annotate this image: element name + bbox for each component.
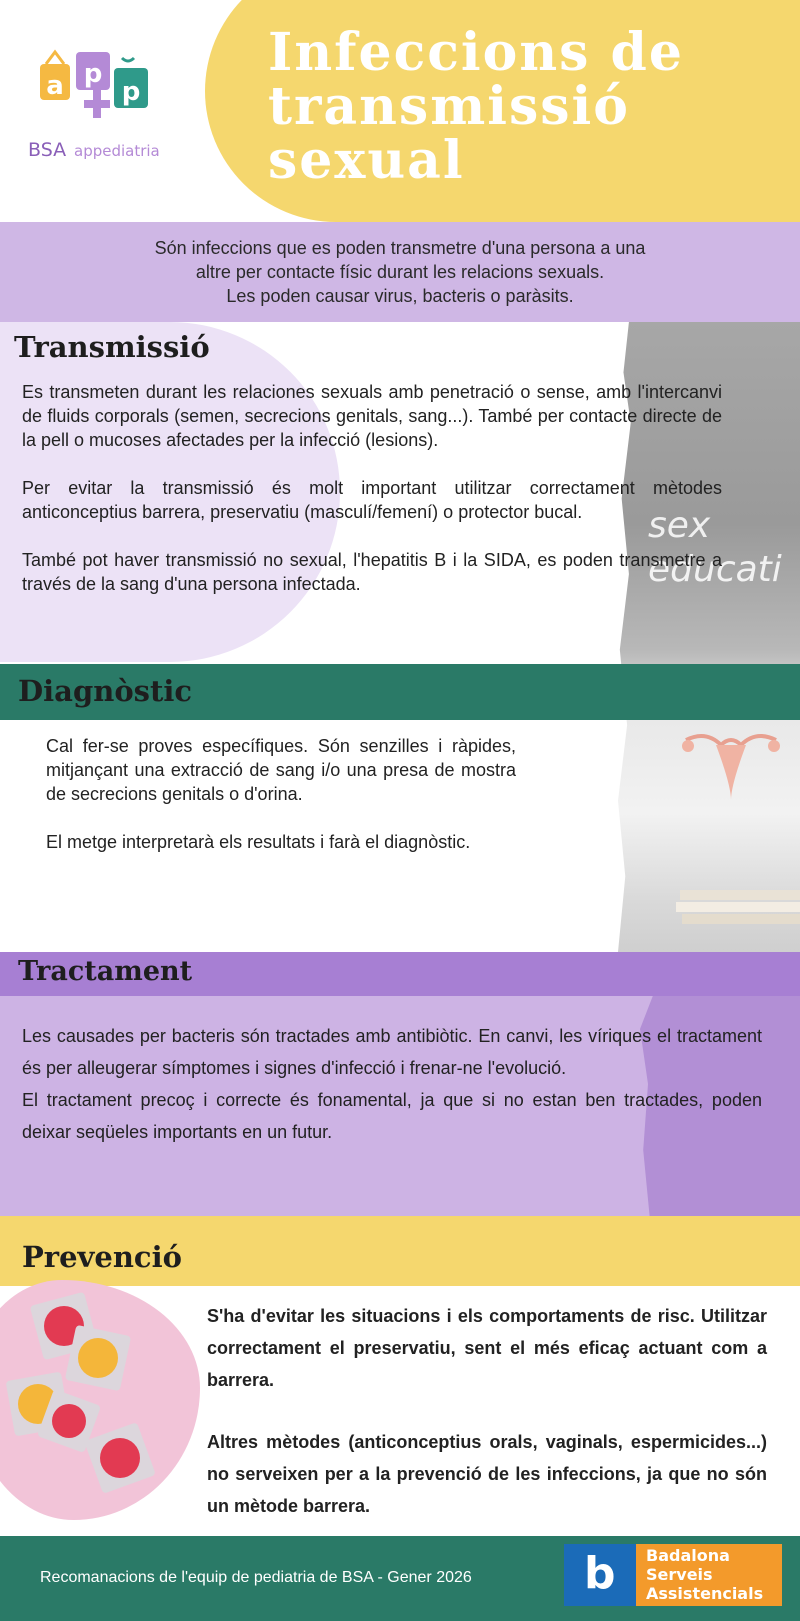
title-line: transmissió <box>268 76 630 137</box>
transmissio-body <box>22 380 722 620</box>
section-heading-prevencio: Prevenció <box>22 1240 182 1274</box>
page-title <box>268 22 788 191</box>
condoms-illustration-icon <box>0 1284 200 1514</box>
title-line: Infeccions de <box>268 22 684 83</box>
intro-line: Les poden causar virus, bacteris o paràsits. <box>226 286 574 306</box>
diagnostic-body <box>46 734 516 878</box>
section-heading-diagnostic: Diagnòstic <box>18 674 193 708</box>
footer-text: Recomanacions de l'equip de pediatria de BSA - Gener 2026 <box>40 1569 472 1586</box>
intro-text <box>40 236 760 308</box>
logo-brand: BSA <box>28 139 67 161</box>
paragraph: Per evitar la transmissió és molt important utilitzar correctament mètodes anticonceptius barrera, preservatiu (masculí/femení) o protector bucal. <box>22 478 722 522</box>
title-line: sexual <box>268 130 465 191</box>
tractament-body <box>22 1020 762 1148</box>
svg-text:a: a <box>46 71 64 101</box>
section-heading-transmissio: Transmissió <box>14 330 210 364</box>
paragraph: El metge interpretarà els resultats i farà el diagnòstic. <box>46 832 471 852</box>
logo-product: appediatria <box>74 142 160 160</box>
paragraph: Cal fer-se proves específiques. Són senzilles i ràpides, mitjançant una extracció de sang i/o una presa de mostra de secrecions genitals o d'orina. <box>46 736 516 804</box>
paragraph: Altres mètodes (anticonceptius orals, vaginals, espermicides...) no serveixen per a la prevenció de les infeccions, ja que no són un mètode barrera. <box>207 1432 767 1516</box>
paragraph: També pot haver transmissió no sexual, l'hepatitis B i la SIDA, es poden transmetre a través de la sang d'una persona infectada. <box>22 550 722 594</box>
paragraph: Les causades per bacteris són tractades amb antibiòtic. En canvi, les víriques el tractament és per alleugerar símptomes i signes d'infecció i frenar-ne l'evolució. <box>22 1026 762 1078</box>
paragraph: Es transmeten durant les relaciones sexuals amb penetració o sense, amb l'intercanvi de fluids corporals (semen, secrecions genitals, sang...). També per contacte directe de la pell o mucoses afectades per la infecció (lesions). <box>22 382 722 450</box>
prevencio-body <box>207 1300 767 1552</box>
intro-line: altre per contacte físic durant les relacions sexuals. <box>195 262 605 282</box>
paragraph: El tractament precoç i correcte és fonamental, ja que si no estan ben tractades, poden deixar seqüeles importants en un futur. <box>22 1090 762 1142</box>
app-logo <box>26 44 176 164</box>
svg-text:p: p <box>83 59 103 89</box>
uterus-illustration-icon <box>676 720 786 810</box>
footer-logo-b-icon: b <box>584 1548 616 1599</box>
intro-line: Són infeccions que es poden transmetre d'una persona a una <box>154 238 646 258</box>
svg-text:p: p <box>121 77 141 107</box>
diagnostic-band-overlay <box>590 664 800 720</box>
section-heading-tractament: Tractament <box>18 956 193 987</box>
photo-chalkboard-writing: sex educati <box>648 505 782 590</box>
books-stack-icon <box>676 884 800 934</box>
paragraph: S'ha d'evitar les situacions i els comportaments de risc. Utilitzar correctament el preservatiu, sent el més eficaç actuant com a barrera. <box>207 1306 767 1390</box>
footer-organization-name: Badalona Serveis Assistencials <box>646 1546 764 1603</box>
